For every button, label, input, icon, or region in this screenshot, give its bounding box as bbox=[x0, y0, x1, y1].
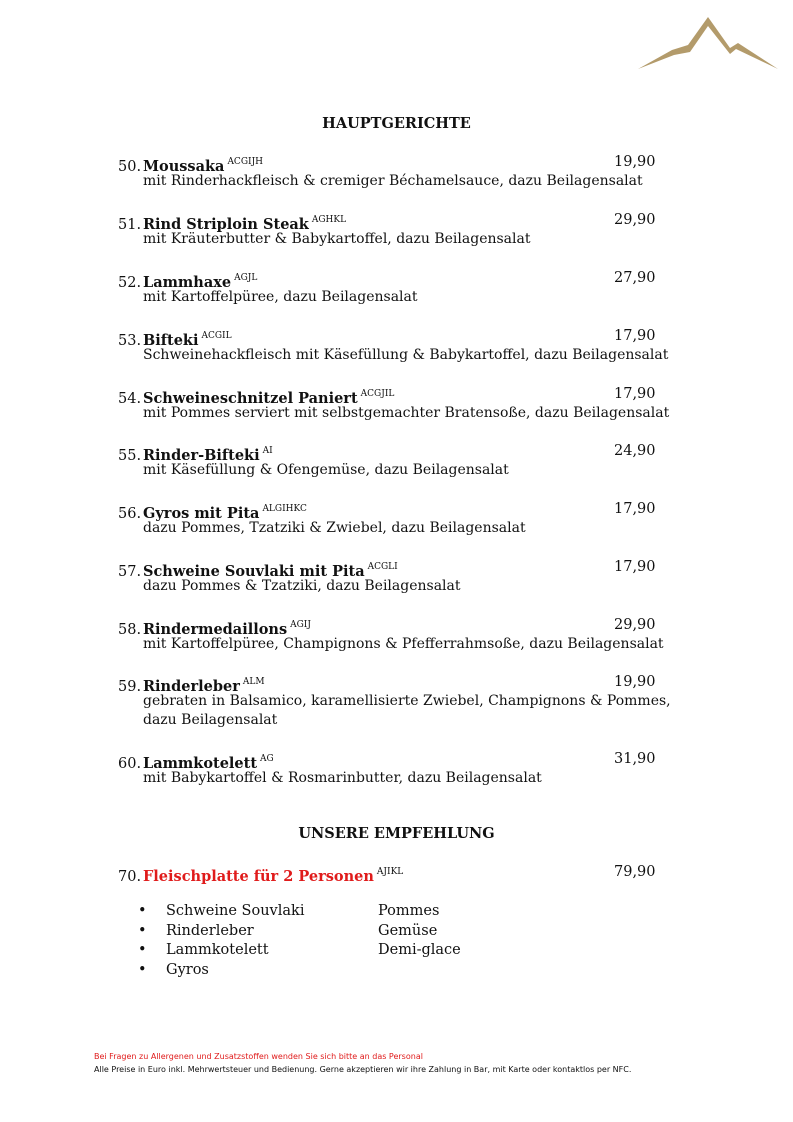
dish-price: 17,90 bbox=[614, 328, 656, 344]
dish-number: 70. bbox=[118, 869, 142, 885]
platter-side: Pommes bbox=[378, 903, 440, 919]
menu-item bbox=[118, 750, 708, 788]
allergen-codes: ACGIJH bbox=[227, 157, 264, 167]
recommendation-dish bbox=[118, 863, 708, 885]
dish-price: 17,90 bbox=[614, 501, 656, 517]
dish-name: Moussaka bbox=[143, 158, 225, 175]
menu-item bbox=[118, 442, 708, 480]
menu-item bbox=[118, 385, 708, 423]
dish-description: mit Käsefüllung & Ofengemüse, dazu Beilagensalat bbox=[143, 462, 509, 478]
dish-number: 56. bbox=[118, 506, 142, 522]
dish-name: Schweineschnitzel Paniert bbox=[143, 390, 358, 407]
dish-name: Rind Striploin Steak bbox=[143, 216, 309, 233]
menu-item bbox=[118, 211, 708, 249]
dish-description: dazu Beilagensalat bbox=[143, 712, 278, 728]
dish-number: 54. bbox=[118, 391, 142, 407]
bullet-icon: • bbox=[138, 961, 147, 978]
dish-number: 60. bbox=[118, 756, 142, 772]
dish-name: Lammkotelett bbox=[143, 755, 258, 772]
dish-number: 57. bbox=[118, 564, 142, 580]
dish-price: 19,90 bbox=[614, 154, 656, 170]
dish-description: dazu Pommes, Tzatziki & Zwiebel, dazu Beilagensalat bbox=[143, 520, 526, 536]
dish-number: 58. bbox=[118, 622, 142, 638]
dish-price: 31,90 bbox=[614, 751, 656, 767]
menu-item bbox=[118, 327, 708, 365]
menu-item bbox=[118, 269, 708, 307]
dish-price: 29,90 bbox=[614, 212, 656, 228]
dish-price: 29,90 bbox=[614, 617, 656, 633]
dish-name: Gyros mit Pita bbox=[143, 505, 260, 522]
allergen-codes: ACGLI bbox=[367, 562, 398, 572]
dish-name: Fleischplatte für 2 Personen bbox=[143, 868, 374, 885]
bullet-icon: • bbox=[138, 942, 147, 958]
platter-side: Demi-glace bbox=[378, 942, 461, 958]
menu-item bbox=[118, 153, 708, 191]
dish-price: 79,90 bbox=[614, 864, 656, 880]
allergen-codes: ALGIHKC bbox=[262, 504, 307, 514]
allergen-codes: AGHKL bbox=[311, 215, 347, 225]
menu-item bbox=[118, 673, 708, 730]
platter-item: Schweine Souvlaki bbox=[166, 903, 305, 919]
dish-name: Lammhaxe bbox=[143, 274, 232, 291]
dish-number: 52. bbox=[118, 275, 142, 291]
dish-number: 55. bbox=[118, 448, 142, 464]
allergen-codes: ALM bbox=[242, 677, 265, 687]
allergen-codes: AGIJ bbox=[290, 620, 311, 630]
dish-price: 19,90 bbox=[614, 674, 656, 690]
allergy-note: Bei Fragen zu Allergenen und Zusatzstoffen wenden Sie sich bitte an das Personal bbox=[94, 1052, 423, 1061]
dish-description: mit Babykartoffel & Rosmarinbutter, dazu Beilagensalat bbox=[143, 770, 542, 786]
dish-description: mit Rinderhackfleisch & cremiger Béchamelsauce, dazu Beilagensalat bbox=[143, 173, 643, 189]
allergen-codes: AG bbox=[260, 754, 274, 764]
section-title-recommendation: UNSERE EMPFEHLUNG bbox=[298, 825, 495, 842]
dish-description: gebraten in Balsamico, karamellisierte Zwiebel, Champignons & Pommes, bbox=[143, 693, 671, 709]
allergen-codes: ACGIL bbox=[201, 331, 232, 341]
dish-number: 51. bbox=[118, 217, 142, 233]
platter-side: Gemüse bbox=[378, 922, 438, 939]
menu-item bbox=[118, 500, 708, 538]
dish-price: 24,90 bbox=[614, 443, 656, 459]
dish-description: mit Kartoffelpüree, Champignons & Pfefferrahmsoße, dazu Beilagensalat bbox=[143, 636, 664, 652]
dish-price: 17,90 bbox=[614, 559, 656, 575]
dish-description: mit Kartoffelpüree, dazu Beilagensalat bbox=[143, 289, 418, 305]
allergen-codes: AJIKL bbox=[376, 867, 404, 877]
mountain-logo-icon bbox=[638, 14, 778, 72]
menu-item bbox=[118, 558, 708, 596]
price-note: Alle Preise in Euro inkl. Mehrwertsteuer und Bedienung. Gerne akzeptieren wir ihre Zahlung in Bar, mit Karte oder kontaktlos per NFC. bbox=[94, 1065, 632, 1074]
dish-number: 50. bbox=[118, 159, 142, 175]
dish-number: 53. bbox=[118, 333, 142, 349]
dish-description: Schweinehackfleisch mit Käsefüllung & Babykartoffel, dazu Beilagensalat bbox=[143, 347, 669, 363]
bullet-icon: • bbox=[138, 903, 147, 919]
dish-name: Schweine Souvlaki mit Pita bbox=[143, 563, 365, 580]
section-title-main: HAUPTGERICHTE bbox=[322, 115, 471, 132]
bullet-icon: • bbox=[138, 922, 147, 939]
menu-item bbox=[118, 616, 708, 654]
dish-name: Rinderleber bbox=[143, 678, 240, 695]
dish-description: mit Kräuterbutter & Babykartoffel, dazu Beilagensalat bbox=[143, 231, 531, 247]
dish-number: 59. bbox=[118, 679, 142, 695]
allergen-codes: AGJL bbox=[234, 273, 258, 283]
dish-name: Bifteki bbox=[143, 332, 199, 349]
dish-description: mit Pommes serviert mit selbstgemachter Bratensoße, dazu Beilagensalat bbox=[143, 405, 670, 421]
platter-item: Lammkotelett bbox=[166, 942, 269, 958]
dish-name: Rinder-Bifteki bbox=[143, 447, 260, 464]
platter-item: Gyros bbox=[166, 961, 209, 978]
dish-price: 17,90 bbox=[614, 386, 656, 402]
dish-description: dazu Pommes & Tzatziki, dazu Beilagensalat bbox=[143, 578, 461, 594]
dish-price: 27,90 bbox=[614, 270, 656, 286]
dish-name: Rindermedaillons bbox=[143, 621, 288, 638]
allergen-codes: AI bbox=[262, 446, 273, 456]
platter-item: Rinderleber bbox=[166, 922, 254, 939]
allergen-codes: ACGJIL bbox=[360, 389, 395, 399]
